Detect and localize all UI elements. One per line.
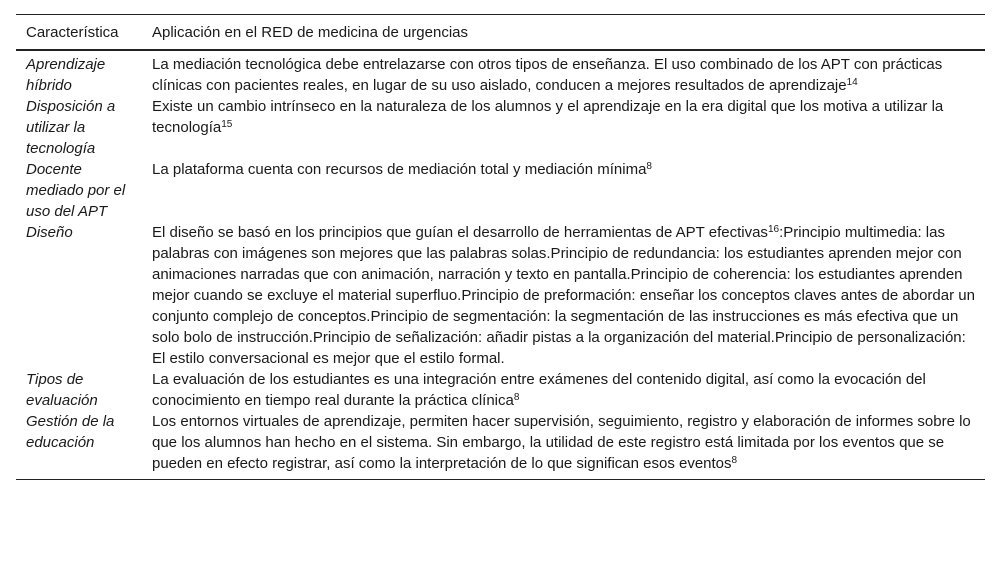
row-feature: Disposición a utilizar la tecnología xyxy=(26,98,116,157)
table-row xyxy=(16,369,985,411)
table-row xyxy=(16,222,985,369)
characteristics-table xyxy=(16,14,985,480)
row-text: La mediación tecnológica debe entrelazarse con otros tipos de enseñanza. El uso combinado de los APT con prácticas clínicas con pacientes reales, en lugar de su uso aislado, conducen a mejores resultados de aprendizaje xyxy=(152,56,943,94)
row-application xyxy=(142,411,985,480)
table-row xyxy=(16,96,985,159)
row-application xyxy=(142,369,985,411)
reference-superscript: 8 xyxy=(646,161,652,172)
row-application xyxy=(142,222,985,369)
row-text: Existe un cambio intrínseco en la naturaleza de los alumnos y el aprendizaje en la era digital que los motiva a utilizar la tecnología xyxy=(152,98,944,136)
row-text-after: :Principio multimedia: las palabras con imágenes son mejores que las palabras solas.Principio de redundancia: los estudiantes aprenden mejor con animaciones narradas que con animación, narración y texto en pantalla.Principio de coherencia: los estudiantes aprenden mejor cuando se excluye el material superfluo.Principio de preformación: enseñar los conceptos claves antes de abordar un conjunto complejo de conceptos.Principio de segmentación: la segmentación de las instrucciones es más efectiva que un solo bolo de instrucción.Principio de señalización: añadir pistas a la organización del material.Principio de personalización: El estilo conversacional es mejor que el estilo formal. xyxy=(152,224,975,367)
row-application xyxy=(142,96,985,159)
row-text-before: El diseño se basó en los principios que guían el desarrollo de herramientas de APT efectivas xyxy=(152,224,768,241)
reference-superscript: 16 xyxy=(767,224,780,235)
row-feature: Docente mediado por el uso del APT xyxy=(26,161,126,220)
reference-superscript: 15 xyxy=(221,119,233,130)
row-application xyxy=(142,159,985,222)
row-feature: Gestión de la educación xyxy=(16,411,142,480)
row-feature: Tipos de evaluación xyxy=(26,371,98,409)
row-text: La evaluación de los estudiantes es una integración entre exámenes del contenido digital, así como la evocación del conocimiento en tiempo real durante la práctica clínica xyxy=(152,371,926,409)
row-text: Los entornos virtuales de aprendizaje, permiten hacer supervisión, seguimiento, registro y elaboración de informes sobre lo que los alumnos han hecho en el sistema. Sin embargo, la utilidad de este registro está limitada por los eventos que se pueden en efecto registrar, así como la interpretación de lo que significan esos eventos xyxy=(152,413,971,472)
row-text: La plataforma cuenta con recursos de mediación total y mediación mínima xyxy=(152,161,647,178)
header-application: Aplicación en el RED de medicina de urgencias xyxy=(142,15,985,51)
reference-superscript: 8 xyxy=(731,455,738,466)
table-row xyxy=(16,159,985,222)
header-feature: Característica xyxy=(16,15,142,51)
row-application xyxy=(142,50,985,96)
table-row xyxy=(16,50,985,96)
row-feature: Aprendizaje híbrido xyxy=(26,56,106,94)
table-header-row xyxy=(16,15,985,51)
row-feature: Diseño xyxy=(26,224,73,241)
reference-superscript: 8 xyxy=(513,392,520,403)
reference-superscript: 14 xyxy=(846,77,858,88)
table-row xyxy=(16,411,985,480)
